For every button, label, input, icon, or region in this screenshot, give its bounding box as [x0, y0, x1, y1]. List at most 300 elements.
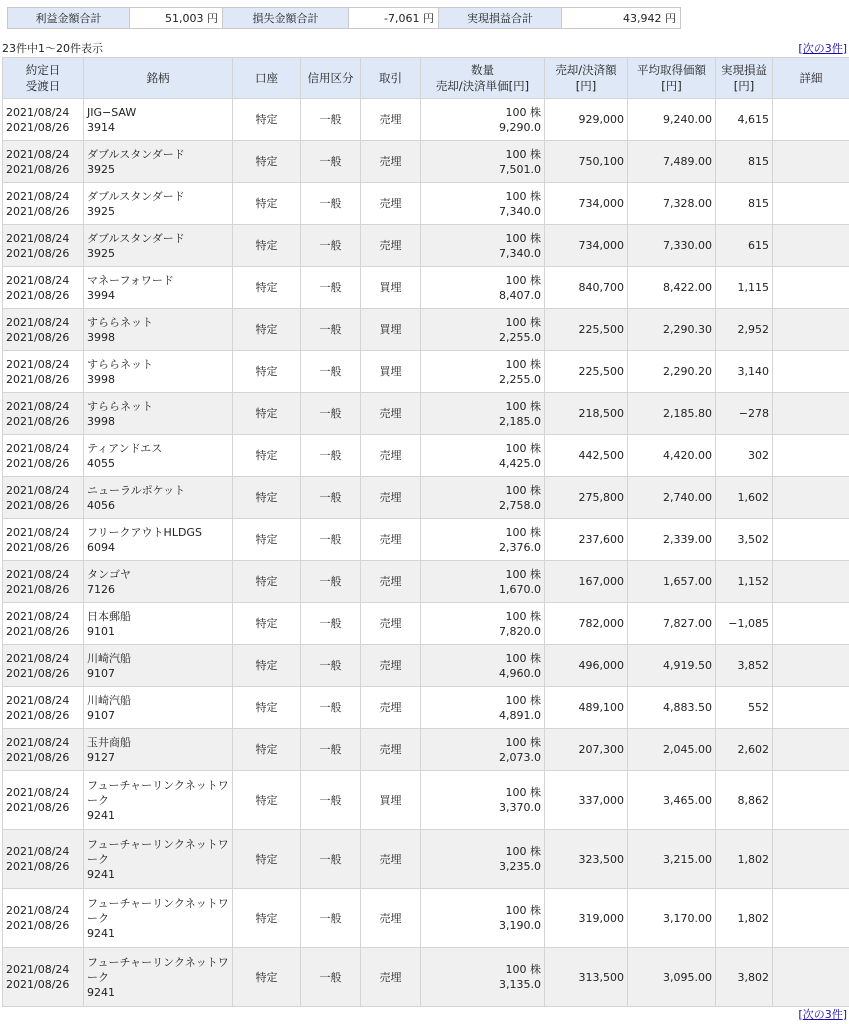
- trade-type: 売埋: [361, 99, 421, 141]
- unit-price: 2,255.0: [499, 330, 541, 344]
- qty-cell: [421, 645, 545, 687]
- credit-type: 一般: [301, 603, 361, 645]
- unit-price: 2,376.0: [499, 540, 541, 554]
- unit-price: 9,290.0: [499, 120, 541, 134]
- credit-type: 一般: [301, 889, 361, 948]
- trade-type: 売埋: [361, 729, 421, 771]
- quantity: 100 株: [505, 904, 541, 917]
- trade-dates: [3, 183, 84, 225]
- sale-amount: 734,000: [545, 183, 628, 225]
- trade-dates: [3, 309, 84, 351]
- qty-cell: [421, 687, 545, 729]
- qty-cell: [421, 225, 545, 267]
- settle-date: 2021/08/26: [6, 624, 70, 638]
- quantity: 100 株: [505, 189, 541, 203]
- trade-date: 2021/08/24: [6, 525, 70, 539]
- settle-date: 2021/08/26: [6, 860, 70, 873]
- credit-type: 一般: [301, 645, 361, 687]
- quantity: 100 株: [505, 315, 541, 329]
- realized-total-value: 43,942 円: [562, 8, 681, 29]
- qty-cell: [421, 99, 545, 141]
- sale-amount: 225,500: [545, 351, 628, 393]
- credit-type: 一般: [301, 561, 361, 603]
- table-header-row: [3, 58, 849, 99]
- table-row: [3, 435, 849, 477]
- table-row: [3, 267, 849, 309]
- detail-cell: [773, 183, 849, 225]
- account-type: 特定: [233, 771, 301, 830]
- detail-cell: [773, 99, 849, 141]
- trade-date: 2021/08/24: [6, 735, 70, 749]
- stock-name: JIG−SAW: [87, 105, 137, 119]
- sale-amount: 750,100: [545, 141, 628, 183]
- account-type: 特定: [233, 603, 301, 645]
- table-row: [3, 603, 849, 645]
- unit-price: 7,340.0: [499, 204, 541, 218]
- qty-cell: [421, 435, 545, 477]
- detail-cell: [773, 561, 849, 603]
- trade-type: 売埋: [361, 435, 421, 477]
- stock-cell: [84, 183, 233, 225]
- loss-total-label: 損失金額合計: [223, 8, 349, 29]
- trade-type: 買埋: [361, 309, 421, 351]
- account-type: 特定: [233, 889, 301, 948]
- header-account: 口座: [233, 58, 301, 99]
- qty-cell: [421, 519, 545, 561]
- account-type: 特定: [233, 830, 301, 889]
- realized-pl: 3,852: [716, 645, 773, 687]
- trade-type: 売埋: [361, 645, 421, 687]
- stock-name: フリークアウトHLDGS: [87, 525, 202, 539]
- avg-cost: 8,422.00: [628, 267, 716, 309]
- stock-cell: [84, 561, 233, 603]
- stock-code: 9241: [87, 867, 115, 881]
- detail-cell: [773, 393, 849, 435]
- account-type: 特定: [233, 267, 301, 309]
- qty-cell: [421, 889, 545, 948]
- unit-price: 4,891.0: [499, 708, 541, 722]
- settle-date: 2021/08/26: [6, 456, 70, 470]
- unit-price: 2,255.0: [499, 372, 541, 386]
- trade-dates: [3, 771, 84, 830]
- unit-price: 4,960.0: [499, 666, 541, 680]
- qty-cell: [421, 183, 545, 225]
- unit-price: 2,073.0: [499, 750, 541, 764]
- table-row: [3, 948, 849, 1007]
- trade-dates: [3, 99, 84, 141]
- trade-type: 売埋: [361, 603, 421, 645]
- profit-total-label: 利益金額合計: [8, 8, 130, 29]
- detail-cell: [773, 603, 849, 645]
- trade-date: 2021/08/24: [6, 357, 70, 371]
- quantity: 100 株: [505, 273, 541, 287]
- trade-date: 2021/08/24: [6, 651, 70, 665]
- sale-amount: 237,600: [545, 519, 628, 561]
- realized-pl: 4,615: [716, 99, 773, 141]
- credit-type: 一般: [301, 309, 361, 351]
- detail-cell: [773, 889, 849, 948]
- settle-date: 2021/08/26: [6, 540, 70, 554]
- stock-cell: [84, 519, 233, 561]
- stock-code: 3925: [87, 246, 115, 260]
- quantity: 100 株: [505, 786, 541, 799]
- stock-name: 川崎汽船: [87, 651, 131, 665]
- header-qty: 数量 売却/決済単価[円]: [421, 58, 545, 99]
- table-row: [3, 309, 849, 351]
- header-name: 銘柄: [84, 58, 233, 99]
- stock-cell: [84, 477, 233, 519]
- credit-type: 一般: [301, 141, 361, 183]
- stock-cell: [84, 687, 233, 729]
- detail-cell: [773, 141, 849, 183]
- detail-cell: [773, 309, 849, 351]
- quantity: 100 株: [505, 441, 541, 455]
- avg-cost: 2,740.00: [628, 477, 716, 519]
- settle-date: 2021/08/26: [6, 498, 70, 512]
- sale-amount: 207,300: [545, 729, 628, 771]
- trade-dates: [3, 267, 84, 309]
- trade-date: 2021/08/24: [6, 231, 70, 245]
- sale-amount: 840,700: [545, 267, 628, 309]
- table-row: [3, 477, 849, 519]
- avg-cost: 3,215.00: [628, 830, 716, 889]
- stock-name: すららネット: [87, 399, 153, 413]
- unit-price: 4,425.0: [499, 456, 541, 470]
- sale-amount: 167,000: [545, 561, 628, 603]
- unit-price: 7,340.0: [499, 246, 541, 260]
- trade-date: 2021/08/24: [6, 786, 70, 799]
- unit-price: 1,670.0: [499, 582, 541, 596]
- trade-date: 2021/08/24: [6, 399, 70, 413]
- trade-type: 売埋: [361, 183, 421, 225]
- sale-amount: 442,500: [545, 435, 628, 477]
- avg-cost: 4,420.00: [628, 435, 716, 477]
- sale-amount: 225,500: [545, 309, 628, 351]
- stock-code: 3998: [87, 414, 115, 428]
- table-row: [3, 561, 849, 603]
- detail-cell: [773, 771, 849, 830]
- settle-date: 2021/08/26: [6, 204, 70, 218]
- stock-code: 3998: [87, 330, 115, 344]
- account-type: 特定: [233, 948, 301, 1007]
- stock-name: ダブルスタンダード: [87, 189, 185, 203]
- qty-cell: [421, 948, 545, 1007]
- unit-price: 8,407.0: [499, 288, 541, 302]
- realized-pl: 1,115: [716, 267, 773, 309]
- account-type: 特定: [233, 477, 301, 519]
- realized-pl: −1,085: [716, 603, 773, 645]
- sale-amount: 218,500: [545, 393, 628, 435]
- settle-date: 2021/08/26: [6, 372, 70, 386]
- quantity: 100 株: [505, 693, 541, 707]
- credit-type: 一般: [301, 830, 361, 889]
- stock-cell: [84, 393, 233, 435]
- trade-dates: [3, 561, 84, 603]
- avg-cost: 7,328.00: [628, 183, 716, 225]
- detail-cell: [773, 729, 849, 771]
- stock-code: 3925: [87, 204, 115, 218]
- trade-date: 2021/08/24: [6, 273, 70, 287]
- unit-price: 3,135.0: [499, 978, 541, 991]
- stock-cell: [84, 729, 233, 771]
- quantity: 100 株: [505, 525, 541, 539]
- realized-pl: 3,140: [716, 351, 773, 393]
- qty-cell: [421, 771, 545, 830]
- loss-total-value: -7,061 円: [349, 8, 439, 29]
- stock-name: フューチャーリンクネットワーク: [87, 955, 229, 984]
- avg-cost: 4,883.50: [628, 687, 716, 729]
- detail-cell: [773, 267, 849, 309]
- unit-price: 2,185.0: [499, 414, 541, 428]
- account-type: 特定: [233, 561, 301, 603]
- trade-type: 買埋: [361, 267, 421, 309]
- settle-date: 2021/08/26: [6, 919, 70, 932]
- realized-total-label: 実現損益合計: [439, 8, 562, 29]
- table-row: [3, 99, 849, 141]
- table-row: [3, 687, 849, 729]
- stock-cell: [84, 771, 233, 830]
- account-type: 特定: [233, 141, 301, 183]
- avg-cost: 1,657.00: [628, 561, 716, 603]
- stock-name: マネーフォワード: [87, 273, 174, 287]
- avg-cost: 2,339.00: [628, 519, 716, 561]
- realized-pl: 1,802: [716, 830, 773, 889]
- trade-date: 2021/08/24: [6, 904, 70, 917]
- stock-code: 4055: [87, 456, 115, 470]
- trade-dates: [3, 393, 84, 435]
- stock-code: 9241: [87, 985, 115, 999]
- header-avg: 平均取得価額 [円]: [628, 58, 716, 99]
- avg-cost: 9,240.00: [628, 99, 716, 141]
- qty-cell: [421, 561, 545, 603]
- settle-date: 2021/08/26: [6, 120, 70, 134]
- unit-price: 7,820.0: [499, 624, 541, 638]
- stock-cell: [84, 351, 233, 393]
- detail-cell: [773, 435, 849, 477]
- detail-cell: [773, 948, 849, 1007]
- detail-cell: [773, 351, 849, 393]
- stock-code: 9107: [87, 708, 115, 722]
- quantity: 100 株: [505, 357, 541, 371]
- header-detail: 詳細: [773, 58, 849, 99]
- qty-cell: [421, 393, 545, 435]
- credit-type: 一般: [301, 519, 361, 561]
- header-sale: 売却/決済額 [円]: [545, 58, 628, 99]
- account-type: 特定: [233, 393, 301, 435]
- trade-type: 買埋: [361, 351, 421, 393]
- trade-dates: [3, 225, 84, 267]
- stock-code: 9127: [87, 750, 115, 764]
- avg-cost: 7,827.00: [628, 603, 716, 645]
- trade-dates: [3, 645, 84, 687]
- trade-type: 売埋: [361, 141, 421, 183]
- table-row: [3, 225, 849, 267]
- account-type: 特定: [233, 183, 301, 225]
- table-row: [3, 771, 849, 830]
- detail-cell: [773, 519, 849, 561]
- sale-amount: 734,000: [545, 225, 628, 267]
- sale-amount: 496,000: [545, 645, 628, 687]
- avg-cost: 2,290.20: [628, 351, 716, 393]
- next-page-link-bottom[interactable]: [次の3件]: [798, 1008, 847, 1021]
- detail-cell: [773, 645, 849, 687]
- qty-cell: [421, 603, 545, 645]
- avg-cost: 2,045.00: [628, 729, 716, 771]
- stock-cell: [84, 603, 233, 645]
- trade-type: 売埋: [361, 561, 421, 603]
- next-page-link-top[interactable]: [次の3件]: [798, 42, 847, 55]
- stock-cell: [84, 99, 233, 141]
- trade-dates: [3, 830, 84, 889]
- stock-name: フューチャーリンクネットワーク: [87, 896, 229, 925]
- stock-code: 9241: [87, 808, 115, 822]
- quantity: 100 株: [505, 651, 541, 665]
- stock-name: タンゴヤ: [87, 567, 131, 581]
- stock-code: 4056: [87, 498, 115, 512]
- qty-cell: [421, 267, 545, 309]
- stock-name: すららネット: [87, 315, 153, 329]
- stock-name: ダブルスタンダード: [87, 231, 185, 245]
- settle-date: 2021/08/26: [6, 708, 70, 722]
- credit-type: 一般: [301, 687, 361, 729]
- stock-cell: [84, 267, 233, 309]
- account-type: 特定: [233, 519, 301, 561]
- sale-amount: 782,000: [545, 603, 628, 645]
- stock-name: フューチャーリンクネットワーク: [87, 778, 229, 807]
- detail-cell: [773, 477, 849, 519]
- trade-type: 売埋: [361, 889, 421, 948]
- settle-date: 2021/08/26: [6, 978, 70, 991]
- quantity: 100 株: [505, 609, 541, 623]
- quantity: 100 株: [505, 567, 541, 581]
- trade-dates: [3, 948, 84, 1007]
- account-type: 特定: [233, 351, 301, 393]
- qty-cell: [421, 830, 545, 889]
- unit-price: 3,370.0: [499, 801, 541, 814]
- realized-pl: 815: [716, 141, 773, 183]
- quantity: 100 株: [505, 845, 541, 858]
- trade-type: 買埋: [361, 771, 421, 830]
- avg-cost: 2,290.30: [628, 309, 716, 351]
- quantity: 100 株: [505, 963, 541, 976]
- header-pl: 実現損益 [円]: [716, 58, 773, 99]
- account-type: 特定: [233, 687, 301, 729]
- table-row: [3, 519, 849, 561]
- credit-type: 一般: [301, 183, 361, 225]
- credit-type: 一般: [301, 393, 361, 435]
- account-type: 特定: [233, 99, 301, 141]
- trade-type: 売埋: [361, 830, 421, 889]
- trade-dates: [3, 687, 84, 729]
- realized-pl: 1,602: [716, 477, 773, 519]
- unit-price: 3,190.0: [499, 919, 541, 932]
- stock-code: 9107: [87, 666, 115, 680]
- trade-type: 売埋: [361, 225, 421, 267]
- realized-pl: 2,602: [716, 729, 773, 771]
- trade-date: 2021/08/24: [6, 315, 70, 329]
- stock-code: 3994: [87, 288, 115, 302]
- trade-date: 2021/08/24: [6, 147, 70, 161]
- avg-cost: 2,185.80: [628, 393, 716, 435]
- stock-name: ニューラルポケット: [87, 483, 186, 497]
- header-dates: 約定日 受渡日: [3, 58, 84, 99]
- stock-code: 6094: [87, 540, 115, 554]
- stock-cell: [84, 948, 233, 1007]
- account-type: 特定: [233, 645, 301, 687]
- unit-price: 2,758.0: [499, 498, 541, 512]
- sale-amount: 323,500: [545, 830, 628, 889]
- stock-cell: [84, 889, 233, 948]
- next-page-link[interactable]: 次の3件: [802, 42, 843, 55]
- stock-name: すららネット: [87, 357, 153, 371]
- stock-cell: [84, 225, 233, 267]
- settle-date: 2021/08/26: [6, 414, 70, 428]
- trade-dates: [3, 519, 84, 561]
- trade-date: 2021/08/24: [6, 693, 70, 707]
- sale-amount: 337,000: [545, 771, 628, 830]
- account-type: 特定: [233, 309, 301, 351]
- stock-name: ダブルスタンダード: [87, 147, 185, 161]
- credit-type: 一般: [301, 948, 361, 1007]
- qty-cell: [421, 309, 545, 351]
- sale-amount: 275,800: [545, 477, 628, 519]
- table-row: [3, 645, 849, 687]
- realized-pl: 3,502: [716, 519, 773, 561]
- credit-type: 一般: [301, 771, 361, 830]
- quantity: 100 株: [505, 735, 541, 749]
- table-row: [3, 729, 849, 771]
- unit-price: 3,235.0: [499, 860, 541, 873]
- trade-type: 売埋: [361, 477, 421, 519]
- stock-code: 3914: [87, 120, 115, 134]
- trade-dates: [3, 477, 84, 519]
- account-type: 特定: [233, 729, 301, 771]
- trade-date: 2021/08/24: [6, 189, 70, 203]
- trade-type: 売埋: [361, 687, 421, 729]
- avg-cost: 3,095.00: [628, 948, 716, 1007]
- credit-type: 一般: [301, 351, 361, 393]
- trade-type: 売埋: [361, 393, 421, 435]
- credit-type: 一般: [301, 99, 361, 141]
- table-row: [3, 889, 849, 948]
- trade-dates: [3, 351, 84, 393]
- trade-date: 2021/08/24: [6, 441, 70, 455]
- next-page-link[interactable]: 次の3件: [802, 1008, 843, 1021]
- sale-amount: 313,500: [545, 948, 628, 1007]
- realized-pl: 8,862: [716, 771, 773, 830]
- trade-date: 2021/08/24: [6, 845, 70, 858]
- quantity: 100 株: [505, 231, 541, 245]
- detail-cell: [773, 225, 849, 267]
- avg-cost: 3,465.00: [628, 771, 716, 830]
- realized-pl: 1,802: [716, 889, 773, 948]
- quantity: 100 株: [505, 147, 541, 161]
- result-count: 23件中1〜20件表示: [2, 42, 103, 55]
- credit-type: 一般: [301, 267, 361, 309]
- qty-cell: [421, 141, 545, 183]
- stock-name: 玉井商船: [87, 735, 131, 749]
- quantity: 100 株: [505, 483, 541, 497]
- detail-cell: [773, 687, 849, 729]
- trade-dates: [3, 141, 84, 183]
- stock-cell: [84, 435, 233, 477]
- realized-pl: 302: [716, 435, 773, 477]
- trade-dates: [3, 435, 84, 477]
- trade-type: 売埋: [361, 948, 421, 1007]
- sale-amount: 929,000: [545, 99, 628, 141]
- stock-code: 3925: [87, 162, 115, 176]
- realized-pl: 1,152: [716, 561, 773, 603]
